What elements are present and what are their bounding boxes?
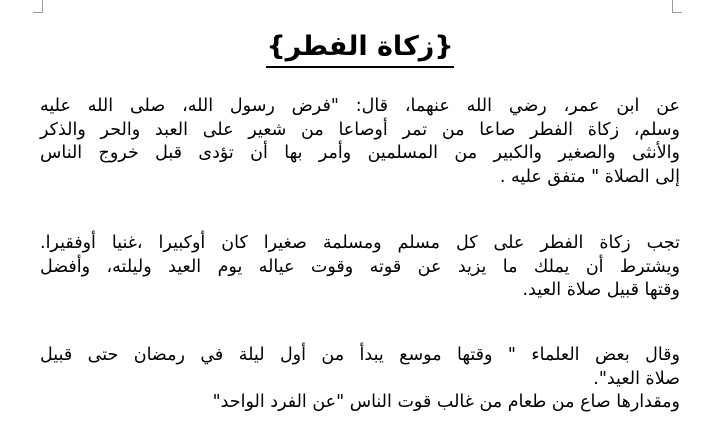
paragraph-hadith xyxy=(40,95,680,189)
page-title: {زكاة الفطر} xyxy=(266,30,453,68)
paragraph-timing-amount xyxy=(40,344,680,415)
paragraph-obligation xyxy=(40,232,680,303)
paragraph-line: ويشترط أن يملك ما يزيد عن قوته وقوت عياله يوم العيد وليلته، وأفضل xyxy=(40,256,680,277)
paragraph-line: صلاة العيد". xyxy=(593,368,680,389)
paragraph-line: والأنثى والصغير والكبير من المسلمين وأمر بها أن تؤدى قبل خروج الناس xyxy=(40,143,680,163)
title-container xyxy=(0,30,720,68)
paragraph-line: عن ابن عمر، رضي الله عنهما، قال: "فرض رسول الله، صلى الله عليه xyxy=(40,96,680,116)
crop-mark-top-right xyxy=(672,0,682,13)
crop-mark-top-left xyxy=(33,0,43,13)
paragraph-line: وقتها قبيل صلاة العيد. xyxy=(522,280,680,300)
paragraph-line: إلى الصلاة " متفق عليه . xyxy=(499,166,680,187)
paragraph-line: تجب زكاة الفطر على كل مسلم ومسلمة صغيرا كان أوكبيرا ،غنيا أوفقيرا. xyxy=(40,233,680,253)
paragraph-line: ومقدارها صاع من طعام من غالب قوت الناس "عن الفرد الواحد" xyxy=(212,392,680,412)
paragraph-line: وقال بعض العلماء " وقتها موسع يبدأ من أول ليلة في رمضان حتى قبيل xyxy=(40,345,680,365)
paragraph-line: وسلم، زكاة الفطر صاعا من تمر أوصاعا من شعير على العبد والحر والذكر xyxy=(40,119,680,140)
